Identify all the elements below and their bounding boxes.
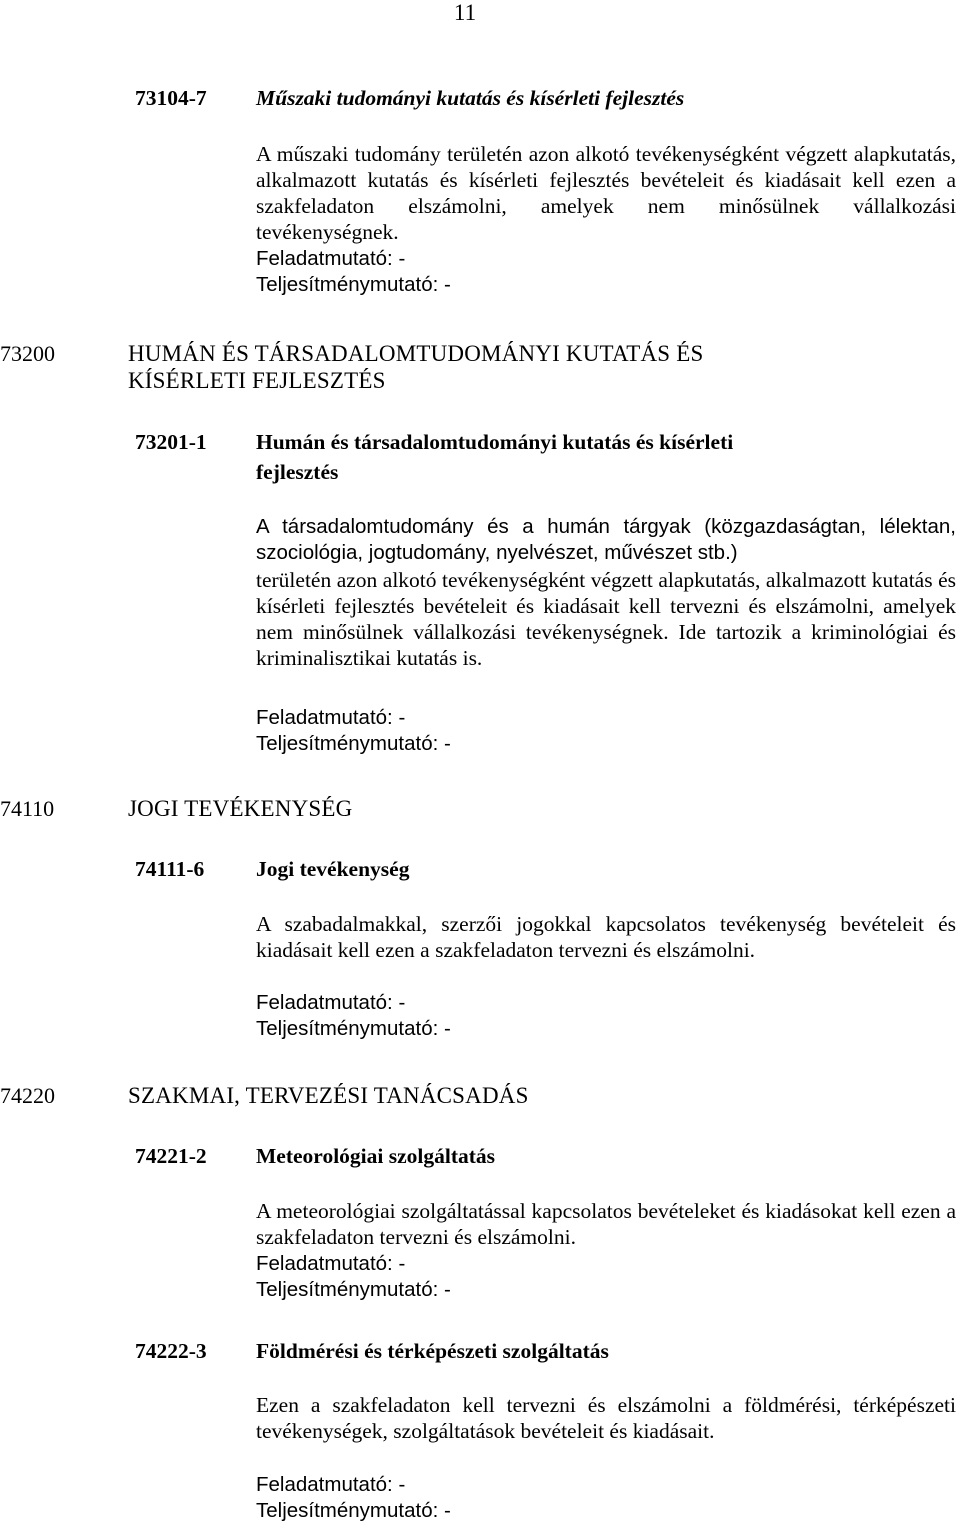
subsection-code: 74221-2 — [135, 1144, 207, 1168]
section-code: 73200 — [0, 341, 55, 366]
feladatmutato: Feladatmutató: - — [256, 706, 406, 729]
subsection-title: Meteorológiai szolgáltatás — [256, 1144, 496, 1168]
feladatmutato: Feladatmutató: - — [256, 247, 406, 270]
entry-title: Műszaki tudományi kutatás és kísérleti fejlesztés — [256, 86, 685, 110]
subsection-body-sans: A társadalomtudomány és a humán tárgyak (közgazdaságtan, lélektan, szociológia, jogtudomány, nyelvészet, művészet stb.) — [256, 515, 956, 564]
teljesitmenymutato: Teljesítménymutató: - — [256, 1017, 451, 1040]
feladatmutato: Feladatmutató: - — [256, 1473, 406, 1496]
feladatmutato: Feladatmutató: - — [256, 1252, 406, 1275]
subsection-code: 74222-3 — [135, 1339, 207, 1363]
feladatmutato: Feladatmutató: - — [256, 991, 406, 1014]
subsection-body: A szabadalmakkal, szerzői jogokkal kapcsolatos tevékenység bevételeit és kiadásait kell ezen a szakfeladaton tervezni és elszámolni. — [256, 912, 956, 962]
subsection-title-line1: Humán és társadalomtudományi kutatás és kísérleti — [256, 430, 734, 454]
subsection-body: Ezen a szakfeladaton kell tervezni és elszámolni a földmérési, térképészeti tevékenységek, szolgáltatások bevételeit és kiadásait. — [256, 1393, 956, 1443]
page-number: 11 — [453, 0, 477, 25]
section-title-line1: HUMÁN ÉS TÁRSADALOMTUDOMÁNYI KUTATÁS ÉS — [128, 341, 704, 366]
subsection-title: Földmérési és térképészeti szolgáltatás — [256, 1339, 609, 1363]
entry-body: A műszaki tudomány területén azon alkotó tevékenységként végzett alapkutatás, alkalmazott kutatás és kísérleti fejlesztés bevételeit és kiadásait kell ezen a szakfeladaton elszámolni, amelyek nem minősülnek vállalkozási tevékenységnek. — [256, 142, 956, 244]
subsection-code: 73201-1 — [135, 430, 207, 454]
subsection-body: területén azon alkotó tevékenységként végzett alapkutatás, alkalmazott kutatás és kísérleti fejlesztés bevételeit és kiadásait kell tervezni és elszámolni, amelyek nem minősülnek vállalkozási tevékenységnek. Ide tartozik a kriminológiai és kriminalisztikai kutatás is. — [256, 568, 956, 670]
subsection-code: 74111-6 — [135, 857, 205, 881]
section-title: SZAKMAI, TERVEZÉSI TANÁCSADÁS — [128, 1083, 529, 1108]
teljesitmenymutato: Teljesítménymutató: - — [256, 1278, 451, 1301]
section-title-line2: KÍSÉRLETI FEJLESZTÉS — [128, 368, 386, 393]
teljesitmenymutato: Teljesítménymutató: - — [256, 732, 451, 755]
section-code: 74110 — [0, 796, 55, 821]
teljesitmenymutato: Teljesítménymutató: - — [256, 1499, 451, 1522]
subsection-title: Jogi tevékenység — [256, 857, 410, 881]
subsection-title-line2: fejlesztés — [256, 460, 339, 484]
section-title: JOGI TEVÉKENYSÉG — [128, 796, 353, 821]
subsection-body: A meteorológiai szolgáltatással kapcsolatos bevételeket és kiadásokat kell ezen a szakfeladaton tervezni és elszámolni. — [256, 1199, 956, 1249]
entry-code: 73104-7 — [135, 86, 207, 110]
teljesitmenymutato: Teljesítménymutató: - — [256, 273, 451, 296]
section-code: 74220 — [0, 1083, 55, 1108]
